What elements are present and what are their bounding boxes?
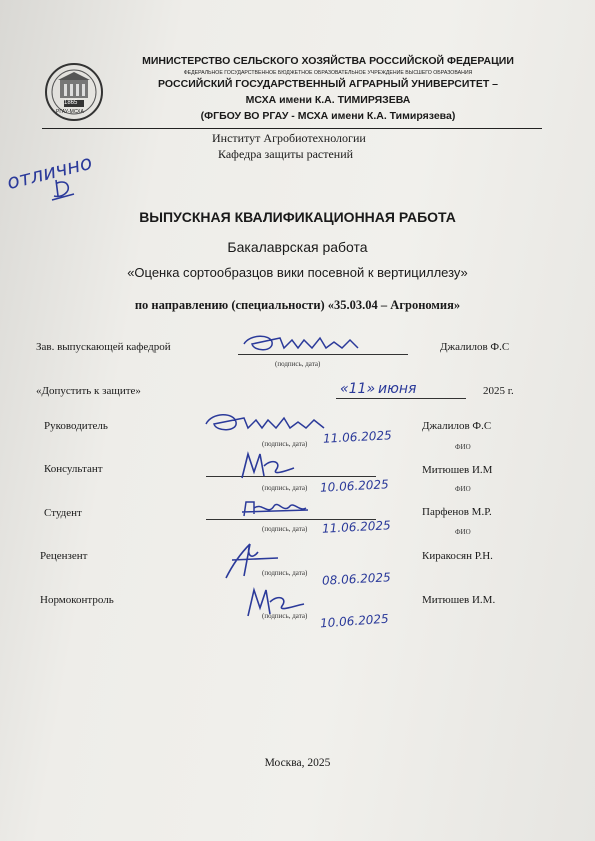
document-subtitle: Бакалаврская работа — [227, 239, 368, 255]
federal-line: ФЕДЕРАЛЬНОЕ ГОСУДАРСТВЕННОЕ БЮДЖЕТНОЕ ОБРАЗОВАТЕЛЬНОЕ УЧРЕЖДЕНИЕ ВЫСШЕГО ОБРАЗОВАНИЯ — [183, 70, 473, 76]
admit-month: июня — [378, 381, 417, 397]
person-name: Джалилов Ф.С — [422, 420, 492, 432]
signature-date: 10.06.2025 — [319, 477, 390, 495]
grade-initials-icon — [50, 176, 80, 202]
fio-label: ФИО — [455, 528, 471, 536]
department: Кафедра защиты растений — [218, 147, 354, 161]
role-label: Консультант — [44, 463, 103, 475]
document-title: ВЫПУСКНАЯ КВАЛИФИКАЦИОННАЯ РАБОТА — [139, 209, 456, 225]
signature-hint: (подпись, дата) — [262, 569, 308, 577]
fio-label: ФИО — [455, 485, 471, 493]
head-label: Зав. выпускающей кафедрой — [36, 341, 171, 353]
logo-caption: РГАУ-МСХА — [56, 109, 84, 115]
signature-date: 11.06.2025 — [321, 518, 392, 536]
head-signature-icon — [240, 330, 370, 356]
signature-hint: (подпись, дата) — [262, 525, 308, 533]
signature-date: 08.06.2025 — [321, 570, 392, 588]
document-topic: «Оценка сортообразцов вики посевной к вертициллезу» — [127, 265, 468, 280]
header-divider — [42, 128, 542, 129]
university-line-2: МСХА имени К.А. ТИМИРЯЗЕВА — [245, 94, 411, 106]
person-name: Киракосян Р.Н. — [422, 550, 493, 562]
institute: Институт Агробиотехнологии — [212, 131, 366, 145]
signature-date: 10.06.2025 — [319, 611, 390, 631]
role-label: Руководитель — [44, 420, 108, 432]
logo-year: 1865 — [64, 100, 78, 106]
admit-label: «Допустить к защите» — [36, 385, 141, 397]
signature-date: 11.06.2025 — [322, 428, 393, 446]
admit-line — [336, 398, 466, 399]
person-name: Митюшев И.М — [422, 464, 493, 476]
admit-day: «11» — [340, 381, 376, 397]
role-label: Рецензент — [40, 550, 88, 562]
signature-hint: (подпись, дата) — [262, 484, 308, 492]
head-name: Джалилов Ф.С — [440, 341, 510, 353]
signature-icon — [202, 408, 332, 438]
role-label: Нормоконтроль — [40, 594, 114, 606]
ministry-line: МИНИСТЕРСТВО СЕЛЬСКОГО ХОЗЯЙСТВА РОССИЙСКОЙ ФЕДЕРАЦИИ — [142, 55, 514, 67]
signature-icon — [240, 498, 310, 520]
direction — [0, 298, 595, 313]
person-name: Митюшев И.М. — [422, 594, 496, 606]
admit-year: 2025 г. — [483, 385, 514, 397]
signature-icon — [238, 448, 298, 482]
signature-hint: (подпись, дата) — [262, 440, 308, 448]
head-signature-hint: (подпись, дата) — [275, 360, 321, 368]
signature-hint: (подпись, дата) — [262, 612, 308, 620]
grade-note: отлично — [4, 149, 95, 195]
person-name: Парфенов М.Р. — [422, 506, 492, 518]
university-line-3: (ФГБОУ ВО РГАУ - МСХА имени К.А. Тимирязева) — [200, 110, 456, 122]
footer-city-year: Москва, 2025 — [264, 757, 331, 769]
direction-text: по направлению (специальности) «35.03.04 – Агрономия» — [134, 298, 461, 312]
fio-label: ФИО — [455, 443, 471, 451]
university-line-1: РОССИЙСКИЙ ГОСУДАРСТВЕННЫЙ АГРАРНЫЙ УНИВЕРСИТЕТ – — [158, 78, 498, 90]
role-label: Студент — [44, 507, 82, 519]
